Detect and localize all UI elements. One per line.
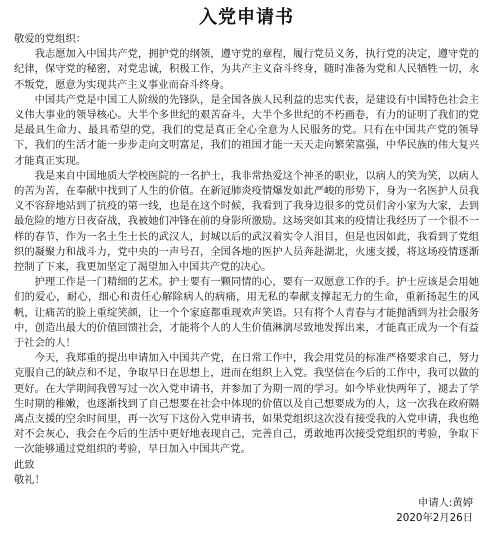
paragraph: 中国共产党是中国工人阶级的先锋队，是全国各族人民利益的忠实代表，是建设有中国特色社会主义伟大事业的领导核心。大半个多世纪的艰苦奋斗，大半个多世纪的不朽画卷，有力的证明了我们的党是最具生命力、最具希望的党，我们的党是真正全心全意为人民服务的党。只有在中国共产党的领导下，我们的生活才能一步步走向文明富足，我们的祖国才能一天天走向繁荣富强，中华民族的伟大复兴才能真正实现。: [14, 93, 479, 167]
paragraph: 我志愿加入中国共产党，拥护党的纲领，遵守党的章程，履行党员义务，执行党的决定，遵守党的纪律，保守党的秘密，对党忠诚，积极工作，为共产主义奋斗终身，随时准备为党和人民牺牲一切，永不叛党，愿意为实现共产主义事业而奋斗终身。: [14, 48, 479, 91]
page-title: 入党申请书: [199, 7, 294, 28]
salutation: 敬爱的党组织：: [14, 33, 87, 45]
paragraph: 今天，我郑重的提出申请加入中国共产党，在日常工作中，我会用党员的标准严格要求自己，努力克服自己的缺点和不足，争取早日在思想上，进而在组织上入党。我坚信在今后的工作中，我可以做的更好。在大学期间我曾写过一次入党申请书，并参加了为期一周的学习。如今毕业快两年了，褪去了学生时期的稚嫩，也逐渐找到了自己想要在社会中体现的价值以及自己想要成为的人，这一次我在政府隔离点支援的空余时间里，再一次写下这份入党申请书，如果党组织这次没有接受我的入党申请，我也绝对不会灰心，我会在今后的生活中更好地表现自己，完善自己，勇敢地再次接受党组织的考验，争取下一次能够通过党组织的考验，早日加入中国共产党。: [14, 352, 479, 456]
paragraph: 护理工作是一门精细的艺术。护士要有一颗同情的心，要有一双愿意工作的手。护士应该是会用她们的爱心，耐心，细心和责任心解除病人的病痛，用无私的奉献支撑起无力的生命，重新扬起生的风帆，让痛苦的脸上重绽笑颜，让一个个家庭都重现欢声笑语。只有将个人青春与才能抛洒到为社会服务中，创造出最大的价值回馈社会，才能将个人的人生价值淋漓尽致地发挥出来，才能真正成为一个有益于社会的人！: [14, 276, 479, 350]
paragraph: 我是来自中国地质大学校医院的一名护士，我非常热爱这个神圣的职业，以病人的笑为笑，以病人的苦为苦，在奉献中找到了人生的价值。在新冠肺炎疫情爆发如此严峻的形势下，身为一名医护人员我义不容辞地站到了抗疫的第一线，也是在这个时候，我看到了我身边很多的党员们舍小家为大家，去到最危险的地方日夜奋战，我被她们冲锋在前的身影所激励。这场突如其来的疫情让我经历了一个很不一样的春节，作为一名土生土长的武汉人，封城以后的武汉着实令人泪目，但是也因如此，我看到了党组织的凝聚力和战斗力，党中央的一声号召，全国各地的医护人员奔赴湖北，火速支援，将这场疫情逐渐控制了下来，我更加坚定了渴望加入中国共产党的决心。: [14, 169, 479, 274]
closing-line: 敬礼！: [14, 473, 45, 486]
closing-line: 此致: [14, 458, 35, 471]
applicant-signature: 申请人:黄婷: [418, 497, 473, 510]
signature-date: 2020年2月26日: [396, 512, 473, 525]
